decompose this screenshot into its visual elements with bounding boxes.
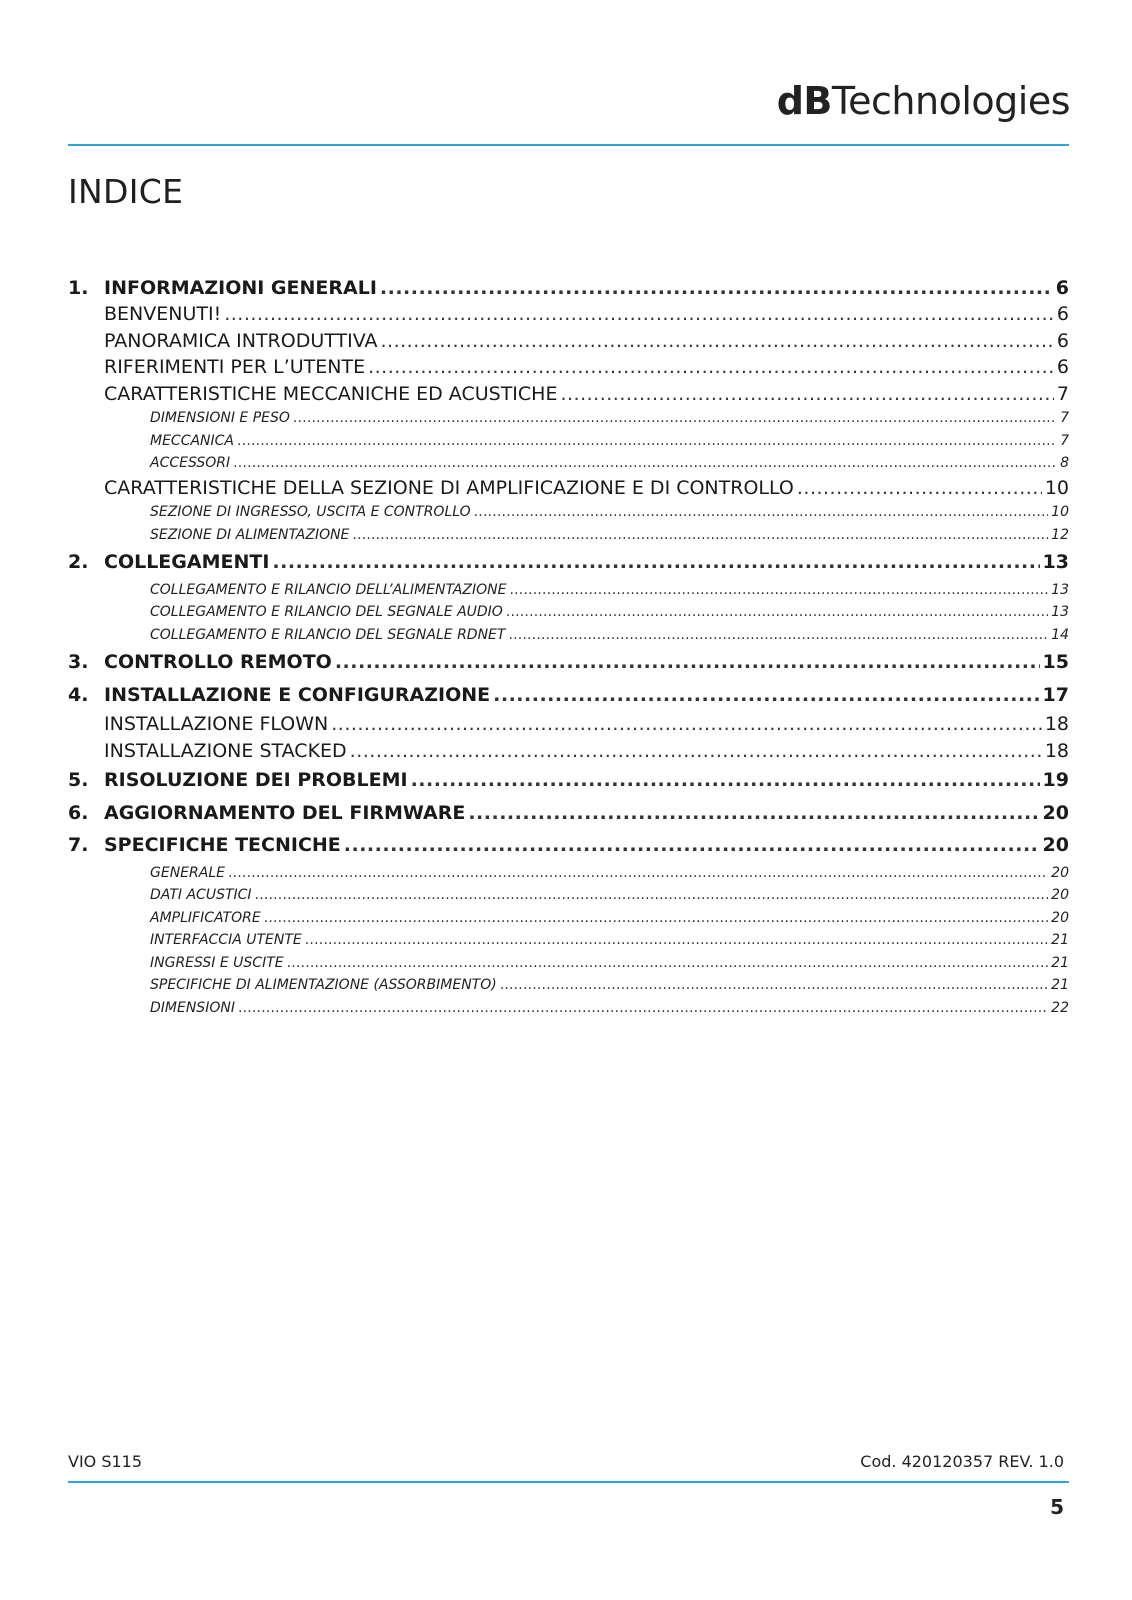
- toc-entry-label: SEZIONE DI INGRESSO, USCITA E CONTROLLO: [150, 504, 471, 520]
- toc-entry-label: COLLEGAMENTO E RILANCIO DEL SEGNALE AUDIO: [150, 604, 503, 620]
- toc-dot-leader: [506, 601, 1048, 624]
- toc-entry-label: PANORAMICA INTRODUTTIVA: [104, 329, 378, 352]
- toc-entry-label: AMPLIFICATORE: [150, 909, 261, 926]
- toc-entry[interactable]: [68, 452, 1069, 475]
- toc-entry-page: 8: [1060, 455, 1069, 471]
- toc-entry-page: 21: [1051, 954, 1069, 971]
- toc-entry-page: 7: [1060, 410, 1069, 426]
- brand-logo-light: Technologies: [831, 79, 1070, 123]
- toc-entry[interactable]: [68, 546, 1069, 579]
- toc-dot-leader: [228, 862, 1048, 885]
- toc-entry-number: 5.: [68, 769, 89, 791]
- toc-entry[interactable]: [68, 952, 1069, 975]
- toc-entry-label: CARATTERISTICHE DELLA SEZIONE DI AMPLIFICAZIONE E DI CONTROLLO: [104, 476, 794, 499]
- toc-entry-label: COLLEGAMENTI: [104, 551, 270, 573]
- toc-dot-leader: [468, 797, 1039, 830]
- toc-dot-leader: [474, 501, 1049, 524]
- toc-entry-label: CONTROLLO REMOTO: [104, 651, 332, 673]
- toc-entry[interactable]: [68, 929, 1069, 952]
- toc-dot-leader: [500, 974, 1048, 997]
- toc-entry-page: 20: [1051, 864, 1069, 881]
- toc-entry[interactable]: [68, 646, 1069, 679]
- page-number: 5: [1050, 1495, 1064, 1519]
- brand-logo-bold: dB: [776, 79, 832, 123]
- page-title: INDICE: [68, 172, 184, 211]
- toc-entry-label: SEZIONE DI ALIMENTAZIONE: [150, 526, 350, 543]
- toc-dot-leader: [368, 354, 1054, 381]
- brand-logo: [776, 79, 1070, 123]
- toc-dot-leader: [380, 276, 1053, 301]
- toc-entry-page: 12: [1051, 526, 1069, 543]
- toc-entry-label: INSTALLAZIONE STACKED: [104, 739, 347, 762]
- toc-dot-leader: [264, 907, 1048, 930]
- toc-entry-number: 6.: [68, 801, 89, 824]
- toc-entry[interactable]: [68, 797, 1069, 830]
- toc-entry-page: 6: [1056, 329, 1069, 352]
- toc-entry-label: INGRESSI E USCITE: [150, 954, 284, 971]
- toc-dot-leader: [331, 711, 1042, 738]
- footer-code: Cod. 420120357 REV. 1.0: [860, 1452, 1064, 1471]
- toc-entry[interactable]: [68, 276, 1069, 301]
- toc-entry[interactable]: [68, 430, 1069, 453]
- toc-entry-page: 6: [1056, 303, 1069, 325]
- toc-entry-page: 20: [1051, 887, 1069, 903]
- toc-entry[interactable]: [68, 354, 1069, 381]
- toc-entry[interactable]: [68, 974, 1069, 997]
- toc-entry[interactable]: [68, 862, 1069, 885]
- toc-dot-leader: [560, 381, 1053, 408]
- toc-entry-page: 7: [1060, 432, 1069, 449]
- toc-entry-page: 15: [1042, 651, 1069, 673]
- toc-entry-page: 6: [1055, 277, 1069, 299]
- table-of-contents: [68, 276, 1069, 1019]
- toc-dot-leader: [287, 952, 1049, 975]
- toc-entry-label: COLLEGAMENTO E RILANCIO DEL SEGNALE RDNET: [150, 626, 506, 643]
- toc-dot-leader: [335, 646, 1040, 679]
- toc-entry-label: DATI ACUSTICI: [150, 887, 252, 903]
- toc-entry-number: 3.: [68, 651, 89, 673]
- toc-entry-page: 14: [1051, 626, 1069, 643]
- toc-entry[interactable]: [68, 884, 1069, 907]
- toc-entry[interactable]: [68, 738, 1069, 765]
- toc-entry-label: INSTALLAZIONE E CONFIGURAZIONE: [104, 683, 491, 706]
- toc-entry-page: 21: [1051, 977, 1069, 993]
- toc-entry[interactable]: [68, 475, 1069, 502]
- toc-entry-number: 1.: [68, 277, 89, 299]
- toc-dot-leader: [344, 829, 1040, 862]
- footer-divider: [68, 1481, 1069, 1483]
- toc-dot-leader: [255, 884, 1049, 907]
- toc-entry-label: INSTALLAZIONE FLOWN: [104, 713, 329, 735]
- toc-dot-leader: [381, 328, 1054, 355]
- toc-entry[interactable]: [68, 997, 1069, 1020]
- toc-entry[interactable]: [68, 524, 1069, 547]
- toc-entry-page: 19: [1042, 769, 1069, 791]
- toc-entry[interactable]: [68, 907, 1069, 930]
- toc-entry[interactable]: [68, 501, 1069, 524]
- toc-entry-page: 10: [1044, 476, 1069, 499]
- footer-model: VIO S115: [68, 1452, 143, 1471]
- toc-entry-page: 10: [1051, 504, 1069, 520]
- toc-entry-label: COLLEGAMENTO E RILANCIO DELL’ALIMENTAZIONE: [150, 581, 507, 598]
- toc-dot-leader: [272, 546, 1039, 579]
- toc-entry[interactable]: [68, 829, 1069, 862]
- toc-entry-number: 2.: [68, 551, 89, 573]
- toc-entry-label: GENERALE: [150, 864, 225, 881]
- toc-dot-leader: [238, 997, 1048, 1020]
- toc-entry-page: 6: [1056, 356, 1069, 378]
- toc-entry-label: INFORMAZIONI GENERALI: [104, 277, 377, 299]
- toc-entry-page: 18: [1044, 739, 1069, 762]
- toc-dot-leader: [350, 738, 1042, 765]
- toc-entry-page: 18: [1044, 713, 1069, 735]
- toc-dot-leader: [493, 679, 1039, 712]
- toc-dot-leader: [233, 452, 1057, 475]
- toc-entry[interactable]: [68, 601, 1069, 624]
- toc-entry-page: 7: [1056, 382, 1069, 405]
- toc-entry-label: SPECIFICHE TECNICHE: [104, 834, 341, 856]
- toc-entry[interactable]: [68, 679, 1069, 712]
- toc-entry[interactable]: [68, 407, 1069, 430]
- toc-entry-label: BENVENUTI!: [104, 303, 222, 325]
- toc-entry-page: 20: [1042, 801, 1069, 824]
- toc-entry[interactable]: [68, 579, 1069, 602]
- toc-entry-label: DIMENSIONI: [150, 999, 235, 1016]
- toc-entry-page: 13: [1051, 604, 1069, 620]
- toc-dot-leader: [293, 407, 1057, 430]
- toc-entry-page: 17: [1042, 683, 1069, 706]
- toc-entry[interactable]: [68, 301, 1069, 328]
- toc-entry-page: 20: [1042, 834, 1069, 856]
- toc-dot-leader: [305, 929, 1048, 952]
- toc-entry-number: 4.: [68, 683, 89, 706]
- toc-entry[interactable]: [68, 328, 1069, 355]
- toc-entry-label: AGGIORNAMENTO DEL FIRMWARE: [104, 801, 466, 824]
- toc-entry-label: ACCESSORI: [150, 455, 231, 471]
- toc-entry-label: RISOLUZIONE DEI PROBLEMI: [104, 769, 408, 791]
- toc-dot-leader: [411, 764, 1040, 797]
- toc-entry-page: 13: [1042, 551, 1069, 573]
- toc-entry-page: 22: [1051, 999, 1069, 1016]
- toc-entry-page: 21: [1051, 932, 1069, 948]
- toc-entry-label: RIFERIMENTI PER L’UTENTE: [104, 356, 366, 378]
- toc-dot-leader: [509, 579, 1048, 602]
- toc-entry-number: 7.: [68, 834, 89, 856]
- toc-dot-leader: [352, 524, 1048, 547]
- toc-entry[interactable]: [68, 624, 1069, 647]
- toc-dot-leader: [224, 301, 1054, 328]
- toc-entry-label: CARATTERISTICHE MECCANICHE ED ACUSTICHE: [104, 382, 558, 405]
- toc-entry[interactable]: [68, 711, 1069, 738]
- toc-entry[interactable]: [68, 764, 1069, 797]
- toc-entry-label: DIMENSIONI E PESO: [150, 410, 290, 426]
- toc-entry-page: 13: [1051, 581, 1069, 598]
- header-divider: [68, 144, 1069, 146]
- toc-dot-leader: [797, 475, 1042, 502]
- toc-dot-leader: [237, 430, 1057, 453]
- toc-dot-leader: [508, 624, 1048, 647]
- toc-entry-label: MECCANICA: [150, 432, 235, 449]
- toc-entry[interactable]: [68, 381, 1069, 408]
- toc-entry-page: 20: [1051, 909, 1069, 926]
- toc-entry-label: INTERFACCIA UTENTE: [150, 932, 302, 948]
- toc-entry-label: SPECIFICHE DI ALIMENTAZIONE (ASSORBIMENTO): [150, 977, 497, 993]
